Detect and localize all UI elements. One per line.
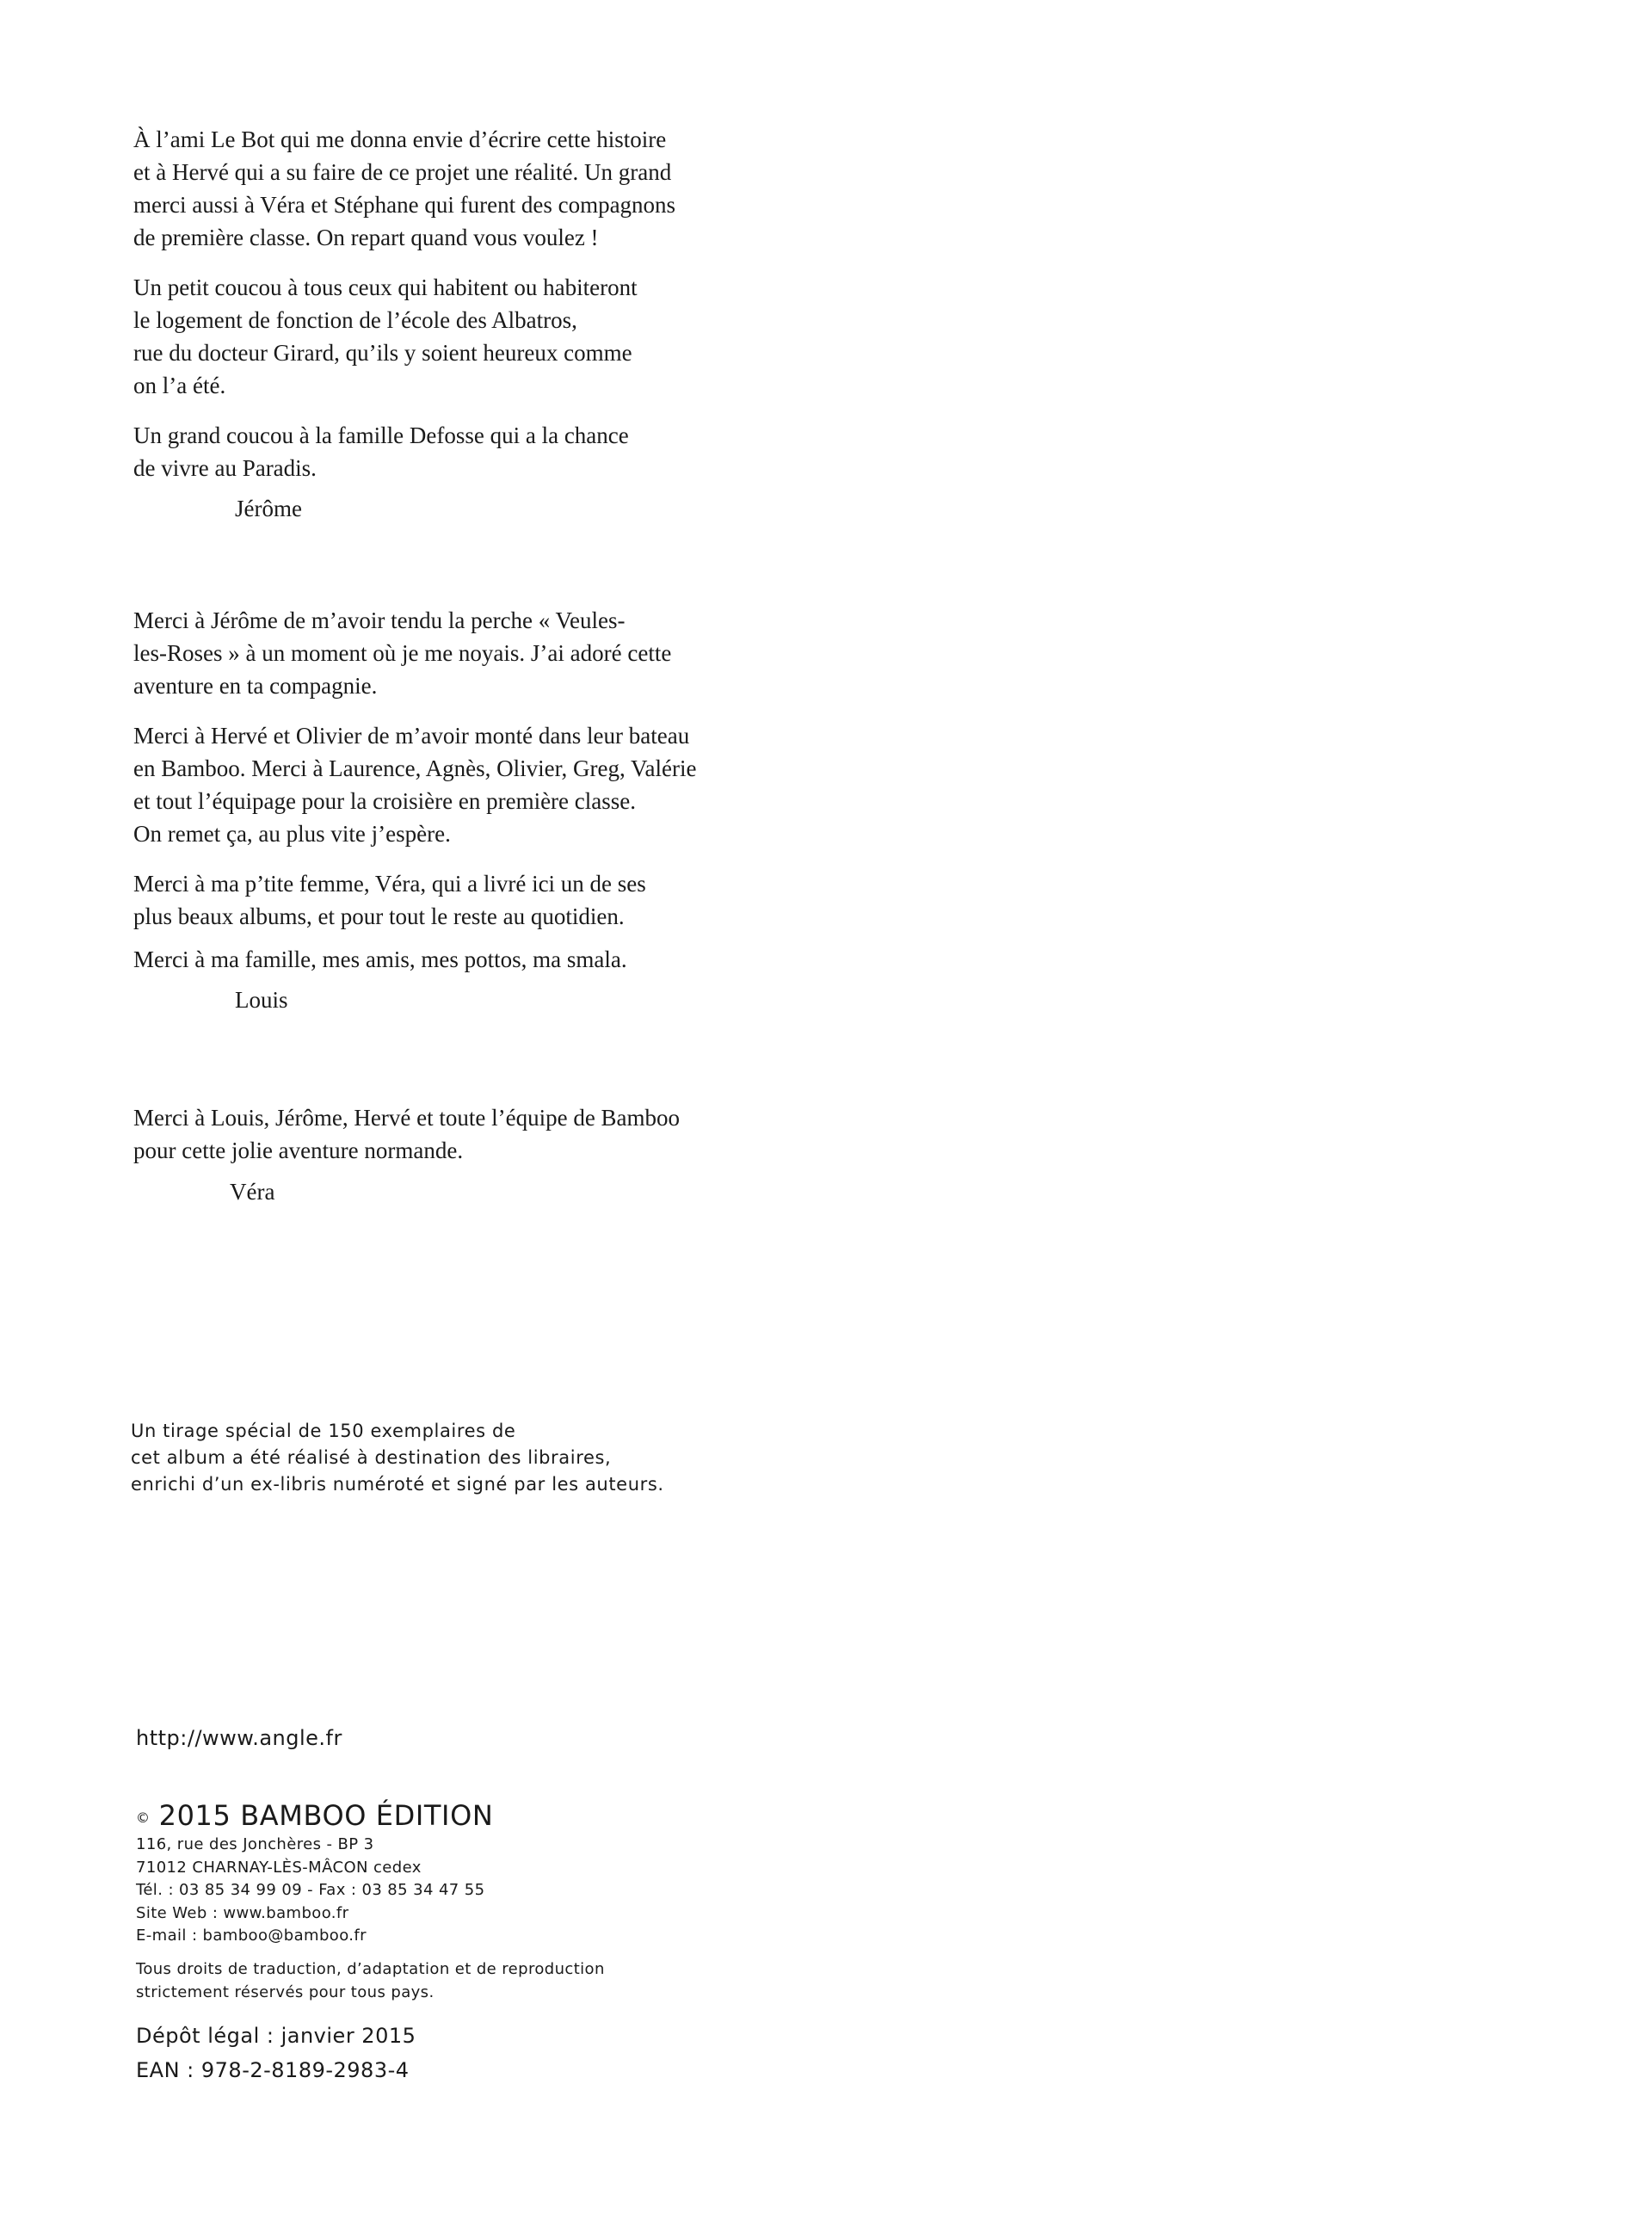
text-line: le logement de fonction de l’école des Albatros, [133, 307, 577, 333]
text-line: Tous droits de traduction, d’adaptation et de reproduction [136, 1960, 605, 1978]
text-line: Merci à Louis, Jérôme, Hervé et toute l’équipe de Bamboo [133, 1105, 681, 1131]
louis-paragraph-4 [133, 943, 627, 976]
text-line: 71012 CHARNAY-LÈS-MÂCON cedex [136, 1858, 422, 1877]
jerome-signature: Jérôme [235, 496, 302, 521]
text-line: À l’ami Le Bot qui me donna envie d’écrire cette histoire [133, 126, 667, 152]
text-line: Un grand coucou à la famille Defosse qui a la chance [133, 422, 629, 448]
vera-signature: Véra [230, 1179, 275, 1205]
text-line: Tél. : 03 85 34 99 09 - Fax : 03 85 34 47 55 [136, 1881, 485, 1899]
text-line: en Bamboo. Merci à Laurence, Agnès, Olivier, Greg, Valérie [133, 755, 697, 781]
text-line: merci aussi à Véra et Stéphane qui furent des compagnons [133, 192, 676, 218]
text-line: Un petit coucou à tous ceux qui habitent ou habiteront [133, 274, 638, 300]
text-line: Merci à Hervé et Olivier de m’avoir monté dans leur bateau [133, 723, 690, 749]
rights-notice [136, 1958, 605, 2004]
text-line: plus beaux albums, et pour tout le reste au quotidien. [133, 903, 625, 929]
copyright-text: 2015 BAMBOO ÉDITION [158, 1799, 494, 1832]
vera-paragraph-1 [133, 1101, 680, 1167]
text-line: aventure en ta compagnie. [133, 673, 378, 699]
ean-code: EAN : 978-2-8189-2983-4 [136, 2058, 410, 2082]
text-line: strictement réservés pour tous pays. [136, 1982, 435, 2001]
website-url: http://www.angle.fr [136, 1726, 342, 1750]
text-line: E-mail : bamboo@bamboo.fr [136, 1927, 367, 1945]
special-edition-notice [131, 1418, 664, 1498]
louis-signature: Louis [235, 987, 288, 1013]
text-line: On remet ça, au plus vite j’espère. [133, 821, 451, 847]
louis-paragraph-3 [133, 867, 646, 933]
text-line: pour cette jolie aventure normande. [133, 1137, 464, 1163]
louis-paragraph-1 [133, 604, 671, 702]
text-line: on l’a été. [133, 373, 226, 398]
text-line: de vivre au Paradis. [133, 455, 317, 481]
text-line: de première classe. On repart quand vous voulez ! [133, 225, 599, 250]
louis-paragraph-2 [133, 719, 696, 850]
text-line: et tout l’équipage pour la croisière en première classe. [133, 788, 636, 814]
text-line: et à Hervé qui a su faire de ce projet une réalité. Un grand [133, 159, 672, 185]
text-line: Merci à ma famille, mes amis, mes pottos, ma smala. [133, 946, 627, 972]
legal-deposit: Dépôt légal : janvier 2015 [136, 2024, 416, 2048]
jerome-paragraph-2 [133, 271, 638, 402]
copyright-symbol: © [136, 1810, 151, 1826]
text-line: enrichi d’un ex-libris numéroté et signé par les auteurs. [131, 1474, 664, 1495]
text-line: Un tirage spécial de 150 exemplaires de [131, 1421, 516, 1441]
jerome-paragraph-3 [133, 419, 629, 484]
publisher-address [136, 1834, 485, 1948]
text-line: cet album a été réalisé à destination des libraires, [131, 1447, 612, 1468]
jerome-paragraph-1 [133, 123, 675, 254]
text-line: Merci à ma p’tite femme, Véra, qui a livré ici un de ses [133, 871, 646, 897]
text-line: 116, rue des Jonchères - BP 3 [136, 1835, 374, 1853]
copyright-line [136, 1798, 493, 1835]
text-line: Site Web : www.bamboo.fr [136, 1903, 349, 1922]
text-line: Merci à Jérôme de m’avoir tendu la perche « Veules- [133, 607, 626, 633]
text-line: rue du docteur Girard, qu’ils y soient heureux comme [133, 340, 632, 366]
text-line: les-Roses » à un moment où je me noyais. J’ai adoré cette [133, 640, 672, 666]
